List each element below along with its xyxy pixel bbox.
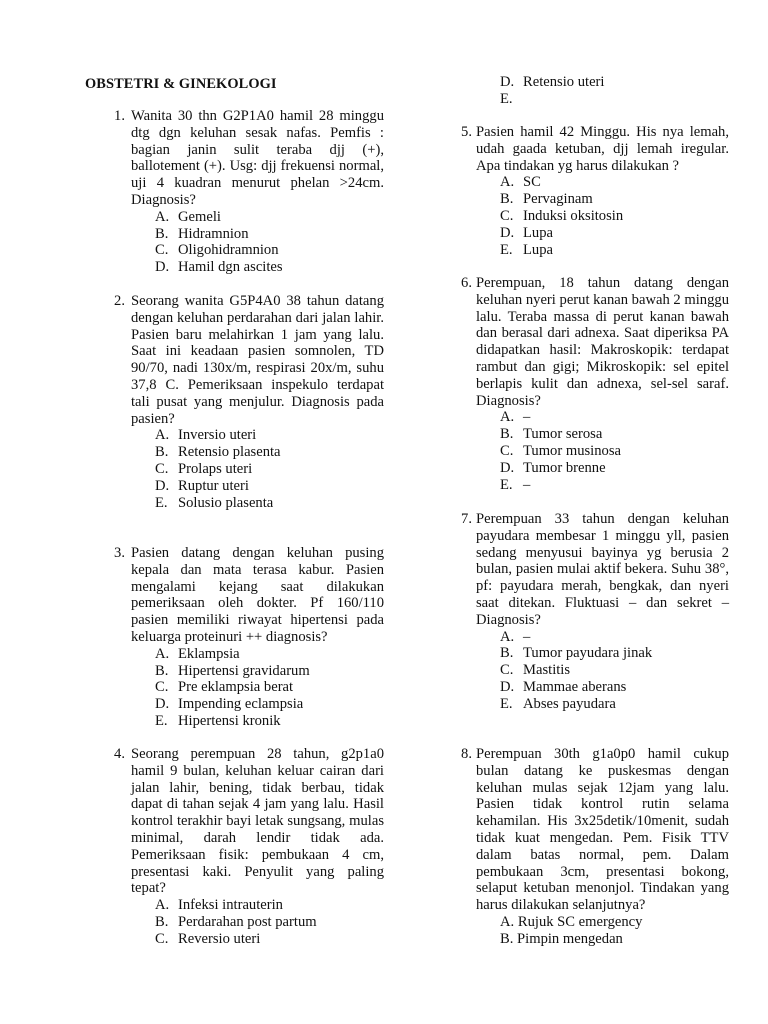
question-stem: Pasien hamil 42 Minggu. His nya lemah, udah gaada ketuban, djj lemah iregular. Apa tindakan yg harus dilakukan ? bbox=[476, 124, 729, 174]
option-item: C. Reversio uteri bbox=[155, 930, 261, 947]
question-5 bbox=[451, 124, 729, 258]
question-number: 3. bbox=[114, 545, 125, 561]
option-list bbox=[500, 629, 729, 713]
option-item: D. Lupa bbox=[500, 224, 553, 241]
option-item: C. Pre eklampsia berat bbox=[155, 679, 294, 696]
option-list bbox=[155, 897, 384, 947]
option-item: A. Infeksi intrauterin bbox=[155, 897, 283, 914]
question-2 bbox=[104, 293, 384, 511]
page-title: OBSTETRI & GINEKOLOGI bbox=[85, 76, 277, 92]
option-item: C. Tumor musinosa bbox=[500, 442, 621, 459]
option-item: E. Solusio plasenta bbox=[155, 494, 274, 511]
option-item: A. Eklampsia bbox=[155, 645, 240, 662]
option-item: D. Mammae aberans bbox=[500, 678, 627, 695]
option-item: C. Mastitis bbox=[500, 662, 571, 679]
option-item: D. Tumor brenne bbox=[500, 459, 606, 476]
question-stem: Wanita 30 thn G2P1A0 hamil 28 minggu dtg dgn keluhan sesak nafas. Pemfis : bagian janin sulit teraba djj (+), ballotement (+). Usg: djj frekuensi normal, uji 4 kuadran menurut phelan >24cm. Diagnosis? bbox=[131, 108, 384, 208]
option-item: C. Prolaps uteri bbox=[155, 460, 253, 477]
option-item: E. Hipertensi kronik bbox=[155, 712, 281, 729]
option-item: A. Gemeli bbox=[155, 208, 221, 225]
question-stem: Perempuan 33 tahun dengan keluhan payudara membesar 1 minggu yll, pasien sedang menyusui bayinya yg berusia 2 bulan, pasien mulai aktif bekera. Suhu 38°, pf: payudara merah, bengkak, dan nyeri saat ditekan. Fluktuasi – dan sekret – Diagnosis? bbox=[476, 511, 729, 628]
question-number: 4. bbox=[114, 746, 125, 762]
option-item: B. Perdarahan post partum bbox=[155, 913, 317, 930]
option-item: B. Tumor serosa bbox=[500, 426, 603, 443]
question-stem: Pasien datang dengan keluhan pusing kepala dan mata terasa kabur. Pasien mengalami kejang saat dilakukan pemeriksaan oleh dokter. Pf 160/110 pasien memiliki riwayat hipertensi pada keluarga proteinuri ++ diagnosis? bbox=[131, 545, 384, 645]
question-number: 7. bbox=[461, 511, 472, 527]
question-4 bbox=[104, 746, 384, 948]
question-number: 1. bbox=[114, 108, 125, 124]
question-stem: Perempuan, 18 tahun datang dengan keluhan nyeri perut kanan bawah 2 minggu lalu. Teraba massa di perut kanan bawah dan berasal dari adnexa. Saat diperiksa PA didapatkan hasil: Makroskopik: terdapat rambut dan gigi; Mikroskopik: sel epitel berlapis kulit dan adnexa, sel-sel saraf. Diagnosis? bbox=[476, 275, 729, 409]
option-list bbox=[500, 914, 729, 948]
option-item: D. Impending eclampsia bbox=[155, 696, 304, 713]
option-item: B. Pimpin mengedan bbox=[500, 930, 623, 947]
question-number: 6. bbox=[461, 275, 472, 291]
option-list bbox=[155, 646, 384, 730]
option-item: D. Hamil dgn ascites bbox=[155, 259, 283, 276]
question-1 bbox=[104, 108, 384, 276]
option-item: E. – bbox=[500, 476, 531, 493]
option-list-continued bbox=[500, 74, 740, 108]
option-list bbox=[500, 174, 729, 258]
option-list bbox=[155, 427, 384, 511]
question-stem: Seorang wanita G5P4A0 38 tahun datang dengan keluhan perdarahan dari jalan lahir. Pasien baru melahirkan 1 jam yang lalu. Saat ini keadaan pasien somnolen, TD 90/70, nadi 130x/m, respirasi 20x/m, suhu 37,8 C. Pemeriksaan inspekulo terdapat tali pusat yang menjulur. Diagnosis pada pasien? bbox=[131, 293, 384, 427]
option-item: E. bbox=[500, 90, 513, 107]
question-number: 8. bbox=[461, 746, 472, 762]
option-item: A. – bbox=[500, 628, 531, 645]
option-item: C. Oligohidramnion bbox=[155, 242, 279, 259]
option-item: D. Ruptur uteri bbox=[155, 477, 249, 494]
option-item: B. Retensio plasenta bbox=[155, 444, 281, 461]
option-item: B. Hipertensi gravidarum bbox=[155, 662, 310, 679]
option-item: D. Retensio uteri bbox=[500, 74, 605, 90]
option-item: E. Abses payudara bbox=[500, 695, 616, 712]
option-list bbox=[155, 209, 384, 276]
option-item: A. SC bbox=[500, 174, 541, 191]
question-8 bbox=[451, 746, 729, 948]
question-number: 5. bbox=[461, 124, 472, 140]
option-item: E. Lupa bbox=[500, 241, 553, 258]
question-stem: Seorang perempuan 28 tahun, g2p1a0 hamil 9 bulan, keluhan keluar cairan dari jalan lahir, bening, tidak berbau, tidak dapat di tahan sejak 4 jam yang lalu. Hasil kontrol terakhir bayi letak sungsang, mulas minimal, darah lendir tidak ada. Pemeriksaan fisik: pembukaan 4 cm, presentasi kaki. Penyulit yang paling tepat? bbox=[131, 746, 384, 897]
option-item: B. Hidramnion bbox=[155, 225, 249, 242]
question-number: 2. bbox=[114, 293, 125, 309]
option-item: B. Tumor payudara jinak bbox=[500, 645, 653, 662]
option-item: A. – bbox=[500, 409, 531, 426]
question-3 bbox=[104, 545, 384, 730]
option-item: A. Rujuk SC emergency bbox=[500, 913, 643, 930]
question-stem: Perempuan 30th g1a0p0 hamil cukup bulan datang ke puskesmas dengan keluhan mulas sejak 12jam yang lalu. Pasien tidak kontrol rutin selama kehamilan. His 3x25detik/10menit, sudah tidak kuat mengedan. Pem. Fisik TTV dalam batas normal, pem. Dalam pembukaan 3cm, presentasi bokong, selaput ketuban menonjol. Tindakan yang harus dilakukan selanjutnya? bbox=[476, 746, 729, 914]
question-6 bbox=[451, 275, 729, 493]
option-list bbox=[500, 409, 729, 493]
option-item: A. Inversio uteri bbox=[155, 427, 257, 444]
question-7 bbox=[451, 511, 729, 713]
option-item: C. Induksi oksitosin bbox=[500, 207, 624, 224]
option-item: B. Pervaginam bbox=[500, 191, 593, 208]
